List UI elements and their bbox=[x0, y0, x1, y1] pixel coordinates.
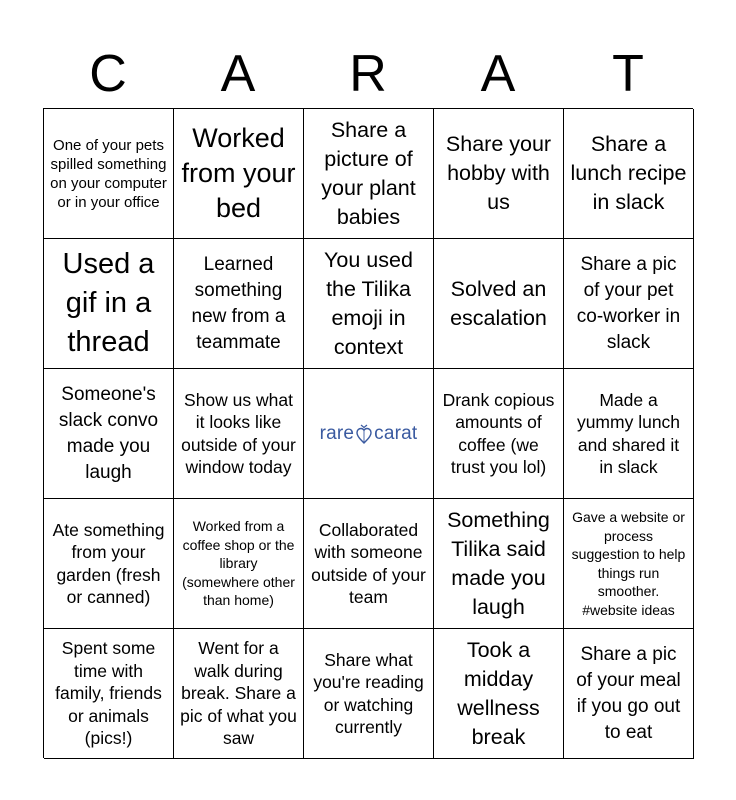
bingo-cell[interactable] bbox=[304, 629, 434, 759]
bingo-cell[interactable] bbox=[564, 629, 694, 759]
bingo-cell[interactable] bbox=[174, 629, 304, 759]
cell-text: Spent some time with family, friends or animals (pics!) bbox=[55, 638, 162, 749]
cell-text: Show us what it looks like outside of your window today bbox=[181, 389, 296, 477]
cell-text: Made a yummy lunch and shared it in slack bbox=[576, 389, 681, 477]
bingo-cell[interactable] bbox=[44, 239, 174, 369]
bingo-cell[interactable] bbox=[44, 499, 174, 629]
cell-text: Drank copious amounts of coffee (we trust you lol) bbox=[442, 389, 555, 477]
free-space-cell[interactable] bbox=[304, 369, 434, 499]
cell-text: Collaborated with someone outside of your team bbox=[311, 519, 426, 607]
bingo-cell[interactable] bbox=[564, 499, 694, 629]
bingo-cell[interactable] bbox=[304, 499, 434, 629]
bingo-cell[interactable] bbox=[434, 499, 564, 629]
bingo-header bbox=[43, 38, 693, 110]
cell-text: Gave a website or process suggestion to help things run smoother. #website ideas bbox=[571, 509, 686, 618]
header-letter-a: A bbox=[220, 45, 256, 103]
bingo-cell[interactable] bbox=[564, 239, 694, 369]
cell-text: Share a pic of your meal if you go out to eat bbox=[576, 643, 681, 743]
bingo-cell[interactable] bbox=[174, 109, 304, 239]
bingo-cell[interactable] bbox=[44, 109, 174, 239]
header-letter-r: R bbox=[349, 45, 387, 103]
logo-word-rare: rare bbox=[319, 422, 355, 444]
bingo-cell[interactable] bbox=[434, 109, 564, 239]
bingo-cell[interactable] bbox=[174, 499, 304, 629]
cell-text: One of your pets spilled something on your computer or in your office bbox=[50, 136, 167, 211]
cell-text: Learned something new from a teammate bbox=[191, 253, 286, 353]
cell-text: Worked from your bed bbox=[181, 123, 296, 223]
cell-text: You used the Tilika emoji in context bbox=[324, 247, 413, 359]
cell-text: Solved an escalation bbox=[450, 276, 547, 330]
bingo-cell[interactable] bbox=[304, 239, 434, 369]
cell-text: Someone's slack convo made you laugh bbox=[58, 383, 159, 483]
cell-text: Share a pic of your pet co-worker in slack bbox=[576, 253, 681, 353]
header-letter-t: T bbox=[612, 45, 644, 103]
bingo-cell[interactable] bbox=[434, 239, 564, 369]
header-letter-a2: A bbox=[480, 45, 516, 103]
rare-carat-logo bbox=[320, 423, 418, 445]
cell-text: Took a midday wellness break bbox=[457, 637, 540, 749]
diamond-heart-icon bbox=[355, 423, 373, 445]
cell-text: Went for a walk during break. Share a pic of what you saw bbox=[180, 638, 297, 749]
cell-text: Share your hobby with us bbox=[445, 132, 552, 214]
bingo-cell[interactable] bbox=[304, 109, 434, 239]
bingo-cell[interactable] bbox=[434, 629, 564, 759]
bingo-cell[interactable] bbox=[564, 369, 694, 499]
logo-word-carat: carat bbox=[374, 422, 418, 444]
bingo-grid bbox=[43, 108, 693, 758]
cell-text: Something Tilika said made you laugh bbox=[447, 507, 550, 619]
cell-text: Share what you're reading or watching currently bbox=[313, 649, 424, 737]
cell-text: Share a picture of your plant babies bbox=[321, 117, 416, 229]
bingo-cell[interactable] bbox=[174, 369, 304, 499]
bingo-cell[interactable] bbox=[44, 369, 174, 499]
cell-text: Share a lunch recipe in slack bbox=[570, 132, 687, 214]
cell-text: Worked from a coffee shop or the library (somewhere other than home) bbox=[182, 518, 295, 609]
bingo-cell[interactable] bbox=[174, 239, 304, 369]
bingo-cell[interactable] bbox=[44, 629, 174, 759]
bingo-cell[interactable] bbox=[434, 369, 564, 499]
header-letter-c: C bbox=[89, 45, 127, 103]
cell-text: Ate something from your garden (fresh or canned) bbox=[52, 519, 165, 607]
bingo-cell[interactable] bbox=[564, 109, 694, 239]
cell-text: Used a gif in a thread bbox=[62, 248, 155, 358]
